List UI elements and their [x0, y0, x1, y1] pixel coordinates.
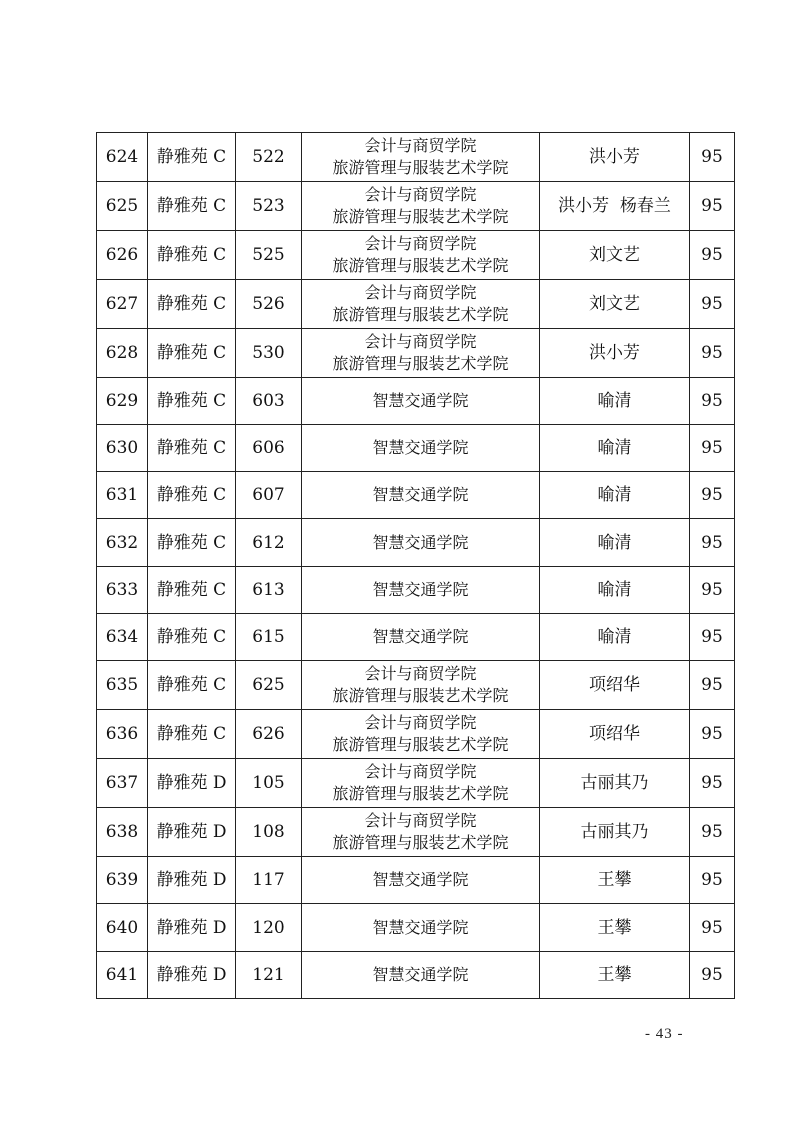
score-cell: 95: [690, 182, 735, 231]
teacher-cell: 喻清: [540, 614, 690, 661]
college-name-line: 智慧交通学院: [372, 917, 469, 937]
college-name-line: 智慧交通学院: [372, 485, 469, 504]
building-cell: 静雅苑 C: [148, 280, 236, 329]
room-number-cell: 625: [236, 661, 302, 710]
teacher-cell: 洪小芳 杨春兰: [540, 182, 690, 231]
teacher-cell: 项绍华: [540, 710, 690, 759]
building-cell: 静雅苑 D: [148, 857, 236, 904]
table-row: [97, 133, 735, 182]
table-row: [97, 280, 735, 329]
building-cell: 静雅苑 C: [148, 378, 236, 425]
college-cell: [302, 614, 540, 661]
room-number-cell: 120: [236, 904, 302, 952]
college-cell: [302, 378, 540, 425]
college-cell: [302, 710, 540, 759]
table-row: [97, 710, 735, 759]
college-name-line: 智慧交通学院: [372, 627, 469, 646]
table-row: [97, 425, 735, 472]
score-cell: 95: [690, 808, 735, 857]
college-name-line: 会计与商贸学院: [364, 664, 477, 683]
row-number-cell: 632: [97, 519, 148, 567]
score-cell: 95: [690, 710, 735, 759]
row-number-cell: 628: [97, 329, 148, 378]
college-cell: [302, 952, 540, 999]
college-name-line: 旅游管理与服装艺术学院: [332, 256, 509, 275]
table-row: [97, 614, 735, 661]
score-cell: 95: [690, 133, 735, 182]
dormitory-score-table: [96, 132, 735, 999]
teacher-cell: 喻清: [540, 425, 690, 472]
table-row: [97, 231, 735, 280]
table-row: [97, 567, 735, 614]
room-number-cell: 525: [236, 231, 302, 280]
room-number-cell: 606: [236, 425, 302, 472]
building-cell: 静雅苑 D: [148, 904, 236, 952]
table-row: [97, 378, 735, 425]
teacher-cell: 喻清: [540, 378, 690, 425]
row-number-cell: 624: [97, 133, 148, 182]
score-cell: 95: [690, 280, 735, 329]
room-number-cell: 613: [236, 567, 302, 614]
row-number-cell: 640: [97, 904, 148, 952]
teacher-cell: 古丽其乃: [540, 808, 690, 857]
room-number-cell: 105: [236, 759, 302, 808]
room-number-cell: 108: [236, 808, 302, 857]
college-name-line: 旅游管理与服装艺术学院: [332, 735, 509, 754]
room-number-cell: 603: [236, 378, 302, 425]
teacher-cell: 王攀: [540, 952, 690, 999]
teacher-cell: 喻清: [540, 519, 690, 567]
building-cell: 静雅苑 D: [148, 808, 236, 857]
building-cell: 静雅苑 C: [148, 710, 236, 759]
row-number-cell: 627: [97, 280, 148, 329]
row-number-cell: 637: [97, 759, 148, 808]
table-row: [97, 857, 735, 904]
college-cell: [302, 329, 540, 378]
college-name-line: 旅游管理与服装艺术学院: [332, 784, 509, 803]
college-name-line: 旅游管理与服装艺术学院: [332, 207, 509, 226]
table-row: [97, 904, 735, 952]
score-cell: 95: [690, 952, 735, 999]
college-name-line: 旅游管理与服装艺术学院: [332, 158, 509, 177]
row-number-cell: 626: [97, 231, 148, 280]
row-number-cell: 633: [97, 567, 148, 614]
table-row: [97, 519, 735, 567]
building-cell: 静雅苑 C: [148, 425, 236, 472]
teacher-cell: 刘文艺: [540, 280, 690, 329]
college-cell: [302, 182, 540, 231]
table-row: [97, 472, 735, 519]
score-cell: 95: [690, 231, 735, 280]
room-number-cell: 121: [236, 952, 302, 999]
row-number-cell: 638: [97, 808, 148, 857]
teacher-cell: 洪小芳: [540, 133, 690, 182]
score-cell: 95: [690, 904, 735, 952]
building-cell: 静雅苑 C: [148, 567, 236, 614]
room-number-cell: 523: [236, 182, 302, 231]
college-cell: [302, 661, 540, 710]
college-name-line: 会计与商贸学院: [364, 185, 477, 204]
score-cell: 95: [690, 378, 735, 425]
teacher-cell: 喻清: [540, 472, 690, 519]
college-name-line: 旅游管理与服装艺术学院: [332, 833, 509, 852]
college-cell: [302, 425, 540, 472]
room-number-cell: 522: [236, 133, 302, 182]
college-cell: [302, 231, 540, 280]
score-cell: 95: [690, 857, 735, 904]
building-cell: 静雅苑 C: [148, 519, 236, 567]
row-number-cell: 634: [97, 614, 148, 661]
score-cell: 95: [690, 614, 735, 661]
building-cell: 静雅苑 D: [148, 759, 236, 808]
teacher-cell: 刘文艺: [540, 231, 690, 280]
college-name-line: 会计与商贸学院: [364, 283, 477, 302]
score-cell: 95: [690, 472, 735, 519]
room-number-cell: 526: [236, 280, 302, 329]
row-number-cell: 629: [97, 378, 148, 425]
college-name-line: 旅游管理与服装艺术学院: [332, 305, 509, 324]
college-name-line: 旅游管理与服装艺术学院: [332, 686, 509, 705]
row-number-cell: 630: [97, 425, 148, 472]
teacher-cell: 王攀: [540, 904, 690, 952]
teacher-cell: 王攀: [540, 857, 690, 904]
score-cell: 95: [690, 661, 735, 710]
row-number-cell: 631: [97, 472, 148, 519]
score-cell: 95: [690, 329, 735, 378]
teacher-cell: 洪小芳: [540, 329, 690, 378]
score-cell: 95: [690, 425, 735, 472]
teacher-cell: 喻清: [540, 567, 690, 614]
college-name-line: 会计与商贸学院: [364, 762, 477, 781]
building-cell: 静雅苑 C: [148, 329, 236, 378]
college-cell: [302, 857, 540, 904]
table-row: [97, 808, 735, 857]
college-cell: [302, 280, 540, 329]
college-name-line: 智慧交通学院: [372, 391, 469, 410]
building-cell: 静雅苑 C: [148, 472, 236, 519]
college-name-line: 会计与商贸学院: [364, 136, 477, 155]
building-cell: 静雅苑 C: [148, 133, 236, 182]
college-cell: [302, 567, 540, 614]
room-number-cell: 117: [236, 857, 302, 904]
room-number-cell: 607: [236, 472, 302, 519]
college-cell: [302, 759, 540, 808]
building-cell: 静雅苑 C: [148, 661, 236, 710]
row-number-cell: 625: [97, 182, 148, 231]
college-cell: [302, 904, 540, 952]
row-number-cell: 635: [97, 661, 148, 710]
teacher-cell: 古丽其乃: [540, 759, 690, 808]
room-number-cell: 626: [236, 710, 302, 759]
table-row: [97, 952, 735, 999]
college-cell: [302, 472, 540, 519]
college-name-line: 会计与商贸学院: [364, 811, 477, 830]
score-cell: 95: [690, 567, 735, 614]
table-row: [97, 661, 735, 710]
building-cell: 静雅苑 D: [148, 952, 236, 999]
college-name-line: 智慧交通学院: [372, 580, 469, 599]
college-name-line: 智慧交通学院: [372, 438, 469, 457]
row-number-cell: 641: [97, 952, 148, 999]
building-cell: 静雅苑 C: [148, 614, 236, 661]
row-number-cell: 636: [97, 710, 148, 759]
college-name-line: 会计与商贸学院: [364, 713, 477, 732]
building-cell: 静雅苑 C: [148, 231, 236, 280]
table-row: [97, 759, 735, 808]
table-row: [97, 182, 735, 231]
college-name-line: 智慧交通学院: [372, 870, 469, 889]
college-name-line: 智慧交通学院: [372, 965, 469, 984]
college-name-line: 会计与商贸学院: [364, 332, 477, 351]
page-number: - 43 -: [645, 1026, 684, 1042]
table-body: [97, 133, 735, 999]
table-row: [97, 329, 735, 378]
college-name-line: 旅游管理与服装艺术学院: [332, 354, 509, 373]
room-number-cell: 612: [236, 519, 302, 567]
room-number-cell: 615: [236, 614, 302, 661]
college-name-line: 智慧交通学院: [372, 532, 469, 552]
building-cell: 静雅苑 C: [148, 182, 236, 231]
teacher-cell: 项绍华: [540, 661, 690, 710]
college-cell: [302, 133, 540, 182]
score-cell: 95: [690, 759, 735, 808]
college-cell: [302, 519, 540, 567]
college-name-line: 会计与商贸学院: [364, 234, 477, 253]
college-cell: [302, 808, 540, 857]
row-number-cell: 639: [97, 857, 148, 904]
score-cell: 95: [690, 519, 735, 567]
room-number-cell: 530: [236, 329, 302, 378]
